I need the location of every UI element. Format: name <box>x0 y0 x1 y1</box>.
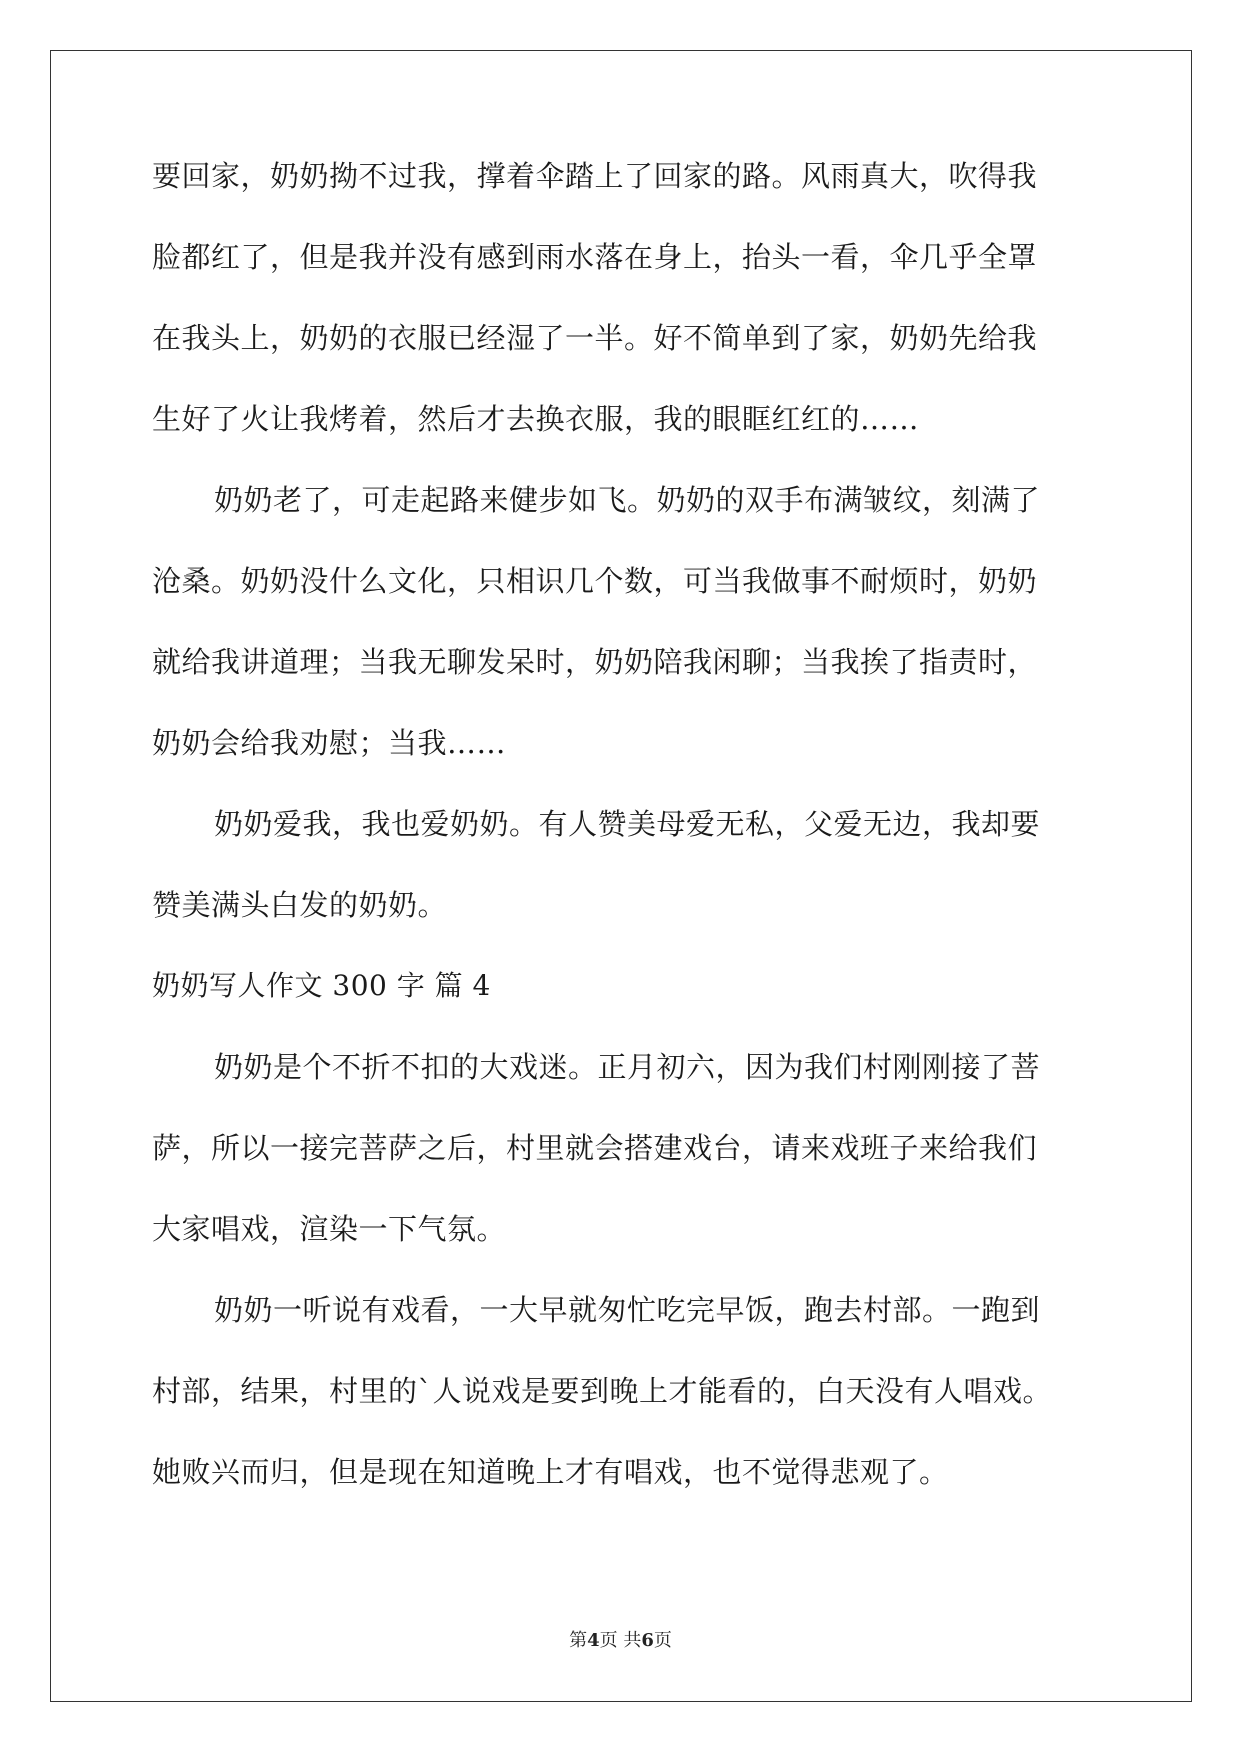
text-line-12: 奶奶是个不折不扣的大戏迷。正月初六，因为我们村刚刚接了菩 <box>214 1050 1041 1084</box>
text-line-8: 奶奶会给我劝慰；当我…… <box>152 726 507 760</box>
text-line-16: 村部，结果，村里的`人说戏是要到晚上才能看的，白天没有人唱戏。 <box>152 1374 1053 1408</box>
text-line-5: 奶奶老了，可走起路来健步如飞。奶奶的双手布满皱纹，刻满了 <box>214 483 1041 517</box>
text-line-7: 就给我讲道理；当我无聊发呆时，奶奶陪我闲聊；当我挨了指责时， <box>152 645 1038 679</box>
text-line-17: 她败兴而归，但是现在知道晚上才有唱戏，也不觉得悲观了。 <box>152 1455 949 1489</box>
text-line-10: 赞美满头白发的奶奶。 <box>152 888 448 922</box>
document-body <box>152 160 1092 1537</box>
text-line-6: 沧桑。奶奶没什么文化，只相识几个数，可当我做事不耐烦时，奶奶 <box>152 564 1038 598</box>
text-line-9: 奶奶爱我，我也爱奶奶。有人赞美母爱无私，父爱无边，我却要 <box>214 807 1041 841</box>
footer-mid: 页 共 <box>599 1630 642 1651</box>
footer-suffix: 页 <box>653 1630 672 1651</box>
footer-prefix: 第 <box>569 1630 588 1651</box>
text-line-4: 生好了火让我烤着，然后才去换衣服，我的眼眶红红的…… <box>152 402 920 436</box>
text-line-1: 要回家，奶奶拗不过我，撑着伞踏上了回家的路。风雨真大，吹得我 <box>152 159 1038 193</box>
page-footer <box>0 1626 1241 1652</box>
footer-current-page: 4 <box>587 1630 600 1651</box>
text-line-13: 萨，所以一接完菩萨之后，村里就会搭建戏台，请来戏班子来给我们 <box>152 1131 1038 1165</box>
footer-total-pages: 6 <box>641 1630 654 1651</box>
text-line-14: 大家唱戏，渲染一下气氛。 <box>152 1212 507 1246</box>
text-line-15: 奶奶一听说有戏看，一大早就匆忙吃完早饭，跑去村部。一跑到 <box>214 1293 1041 1327</box>
section-heading: 奶奶写人作文 300 字 篇 4 <box>152 969 491 1002</box>
text-line-2: 脸都红了，但是我并没有感到雨水落在身上，抬头一看，伞几乎全罩 <box>152 240 1038 274</box>
text-line-3: 在我头上，奶奶的衣服已经湿了一半。好不简单到了家，奶奶先给我 <box>152 321 1038 355</box>
